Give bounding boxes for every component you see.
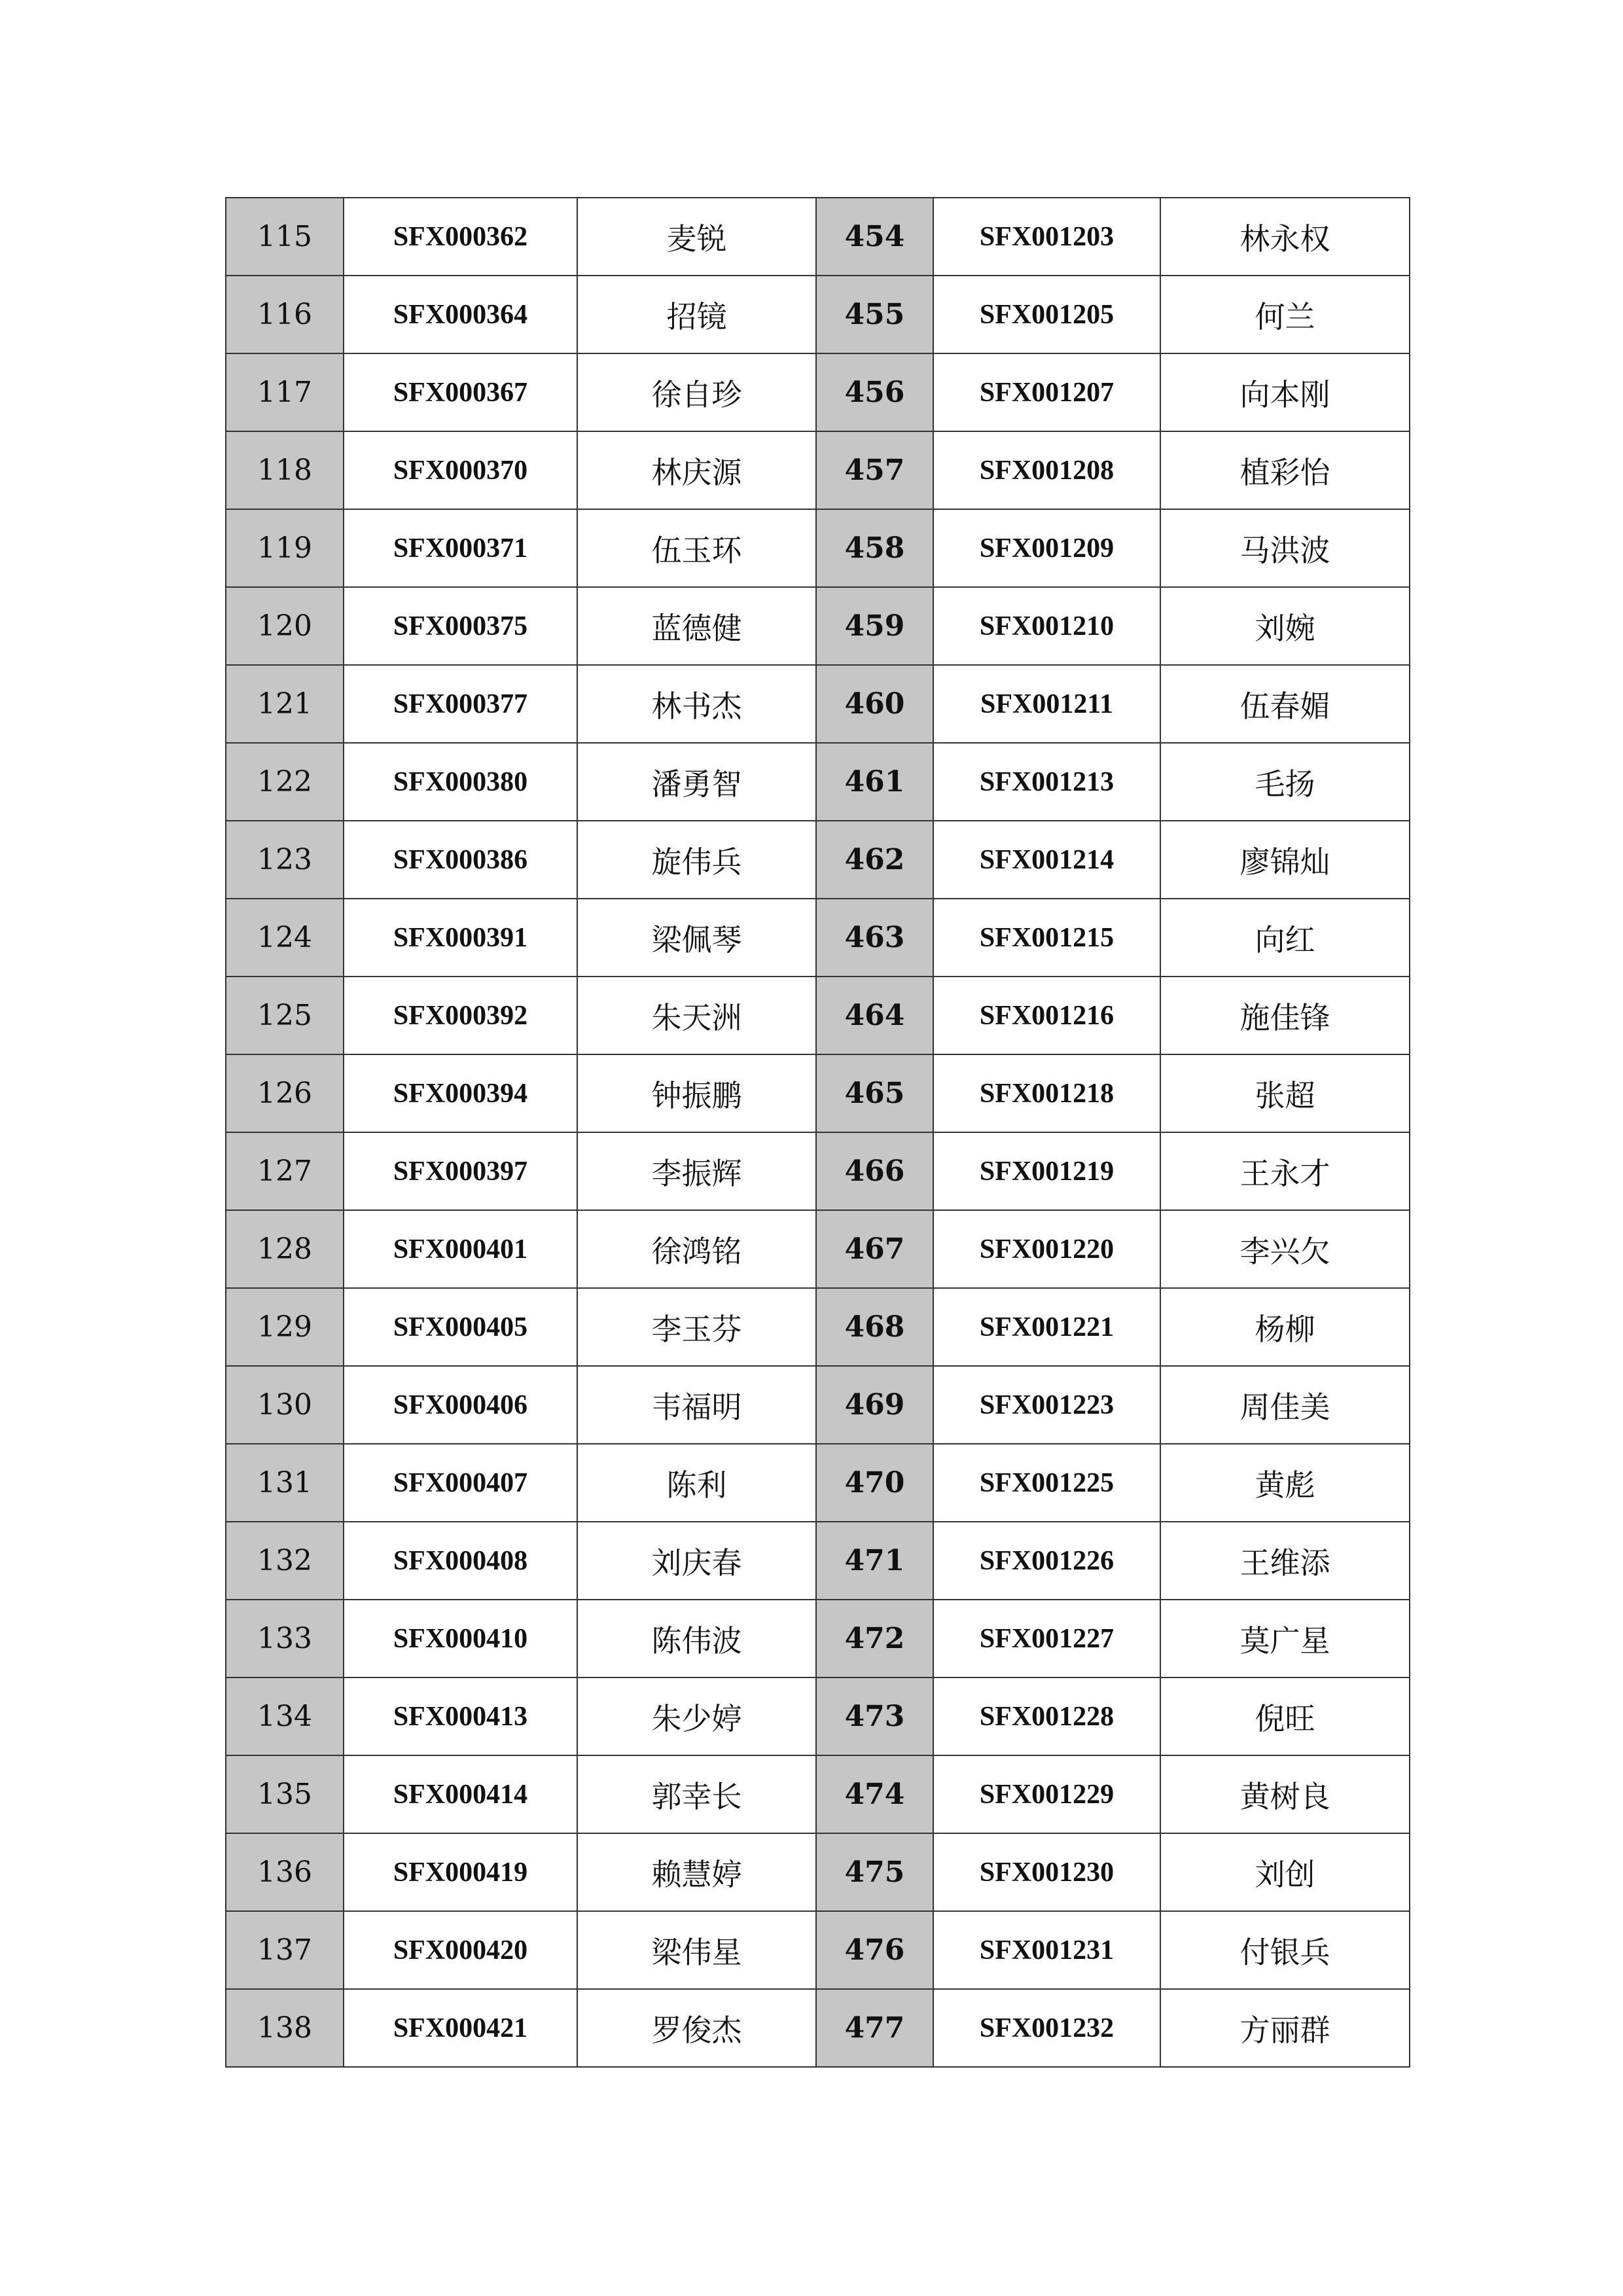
member-name-right: 向本刚 [1160, 353, 1410, 431]
member-code-right: SFX001230 [933, 1833, 1160, 1911]
table-row [226, 1911, 1410, 1989]
table-row [226, 1444, 1410, 1522]
member-name-left: 徐鸿铭 [577, 1210, 816, 1288]
row-number-right: 464 [816, 977, 933, 1054]
row-number-left: 123 [226, 821, 344, 899]
member-name-left: 潘勇智 [577, 743, 816, 821]
table-row [226, 1600, 1410, 1677]
member-code-right: SFX001207 [933, 353, 1160, 431]
member-code-right: SFX001232 [933, 1989, 1160, 2067]
member-name-right: 黄树良 [1160, 1755, 1410, 1833]
member-name-right: 何兰 [1160, 276, 1410, 353]
member-name-left: 赖慧婷 [577, 1833, 816, 1911]
member-name-left: 伍玉环 [577, 509, 816, 587]
member-name-left: 陈利 [577, 1444, 816, 1522]
row-number-right: 471 [816, 1522, 933, 1600]
row-number-left: 116 [226, 276, 344, 353]
member-code-right: SFX001203 [933, 198, 1160, 276]
member-name-right: 毛扬 [1160, 743, 1410, 821]
row-number-left: 117 [226, 353, 344, 431]
member-name-right: 刘婉 [1160, 587, 1410, 665]
member-code-left: SFX000394 [344, 1054, 577, 1132]
table-row [226, 1210, 1410, 1288]
row-number-left: 127 [226, 1132, 344, 1210]
table-row [226, 1132, 1410, 1210]
member-name-right: 施佳锋 [1160, 977, 1410, 1054]
row-number-right: 460 [816, 665, 933, 743]
row-number-left: 126 [226, 1054, 344, 1132]
row-number-right: 458 [816, 509, 933, 587]
member-name-left: 朱少婷 [577, 1677, 816, 1755]
member-name-left: 郭幸长 [577, 1755, 816, 1833]
member-name-left: 招镜 [577, 276, 816, 353]
member-code-left: SFX000364 [344, 276, 577, 353]
member-code-right: SFX001214 [933, 821, 1160, 899]
member-code-right: SFX001216 [933, 977, 1160, 1054]
member-code-right: SFX001229 [933, 1755, 1160, 1833]
member-name-left: 李振辉 [577, 1132, 816, 1210]
table-row [226, 431, 1410, 509]
member-code-right: SFX001210 [933, 587, 1160, 665]
member-name-left: 林庆源 [577, 431, 816, 509]
member-code-right: SFX001231 [933, 1911, 1160, 1989]
row-number-left: 115 [226, 198, 344, 276]
row-number-right: 467 [816, 1210, 933, 1288]
member-name-right: 周佳美 [1160, 1366, 1410, 1444]
member-code-right: SFX001205 [933, 276, 1160, 353]
row-number-right: 461 [816, 743, 933, 821]
member-code-left: SFX000421 [344, 1989, 577, 2067]
member-code-left: SFX000397 [344, 1132, 577, 1210]
table-row [226, 198, 1410, 276]
member-code-left: SFX000405 [344, 1288, 577, 1366]
row-number-right: 470 [816, 1444, 933, 1522]
table-row [226, 1989, 1410, 2067]
row-number-left: 120 [226, 587, 344, 665]
member-name-left: 韦福明 [577, 1366, 816, 1444]
member-code-left: SFX000406 [344, 1366, 577, 1444]
member-code-right: SFX001223 [933, 1366, 1160, 1444]
row-number-right: 468 [816, 1288, 933, 1366]
table-row [226, 509, 1410, 587]
table-row [226, 899, 1410, 977]
table-row [226, 1522, 1410, 1600]
member-name-right: 植彩怡 [1160, 431, 1410, 509]
row-number-right: 459 [816, 587, 933, 665]
member-code-left: SFX000386 [344, 821, 577, 899]
member-code-left: SFX000420 [344, 1911, 577, 1989]
table-row [226, 1755, 1410, 1833]
row-number-right: 469 [816, 1366, 933, 1444]
row-number-left: 137 [226, 1911, 344, 1989]
member-code-right: SFX001219 [933, 1132, 1160, 1210]
member-name-right: 王维添 [1160, 1522, 1410, 1600]
member-name-right: 黄彪 [1160, 1444, 1410, 1522]
row-number-right: 474 [816, 1755, 933, 1833]
row-number-right: 454 [816, 198, 933, 276]
row-number-left: 134 [226, 1677, 344, 1755]
member-name-right: 方丽群 [1160, 1989, 1410, 2067]
member-code-left: SFX000371 [344, 509, 577, 587]
row-number-left: 135 [226, 1755, 344, 1833]
row-number-left: 124 [226, 899, 344, 977]
row-number-left: 133 [226, 1600, 344, 1677]
table-row [226, 743, 1410, 821]
member-code-left: SFX000367 [344, 353, 577, 431]
member-code-right: SFX001227 [933, 1600, 1160, 1677]
row-number-left: 121 [226, 665, 344, 743]
row-number-right: 456 [816, 353, 933, 431]
table-row [226, 1833, 1410, 1911]
row-number-left: 129 [226, 1288, 344, 1366]
member-name-left: 梁伟星 [577, 1911, 816, 1989]
member-name-right: 付银兵 [1160, 1911, 1410, 1989]
row-number-right: 476 [816, 1911, 933, 1989]
member-name-right: 杨柳 [1160, 1288, 1410, 1366]
member-name-left: 林书杰 [577, 665, 816, 743]
member-name-right: 倪旺 [1160, 1677, 1410, 1755]
member-code-right: SFX001218 [933, 1054, 1160, 1132]
member-code-left: SFX000419 [344, 1833, 577, 1911]
row-number-left: 130 [226, 1366, 344, 1444]
member-code-right: SFX001225 [933, 1444, 1160, 1522]
member-name-left: 朱天洲 [577, 977, 816, 1054]
member-name-left: 旋伟兵 [577, 821, 816, 899]
member-name-right: 李兴欠 [1160, 1210, 1410, 1288]
member-code-left: SFX000407 [344, 1444, 577, 1522]
row-number-left: 132 [226, 1522, 344, 1600]
member-code-right: SFX001211 [933, 665, 1160, 743]
row-number-right: 472 [816, 1600, 933, 1677]
member-code-left: SFX000362 [344, 198, 577, 276]
member-code-right: SFX001220 [933, 1210, 1160, 1288]
member-name-right: 马洪波 [1160, 509, 1410, 587]
table-row [226, 1366, 1410, 1444]
row-number-right: 465 [816, 1054, 933, 1132]
member-name-left: 蓝德健 [577, 587, 816, 665]
member-code-left: SFX000410 [344, 1600, 577, 1677]
member-name-left: 罗俊杰 [577, 1989, 816, 2067]
row-number-left: 119 [226, 509, 344, 587]
row-number-right: 463 [816, 899, 933, 977]
row-number-right: 466 [816, 1132, 933, 1210]
row-number-left: 125 [226, 977, 344, 1054]
row-number-right: 477 [816, 1989, 933, 2067]
row-number-right: 462 [816, 821, 933, 899]
member-name-left: 陈伟波 [577, 1600, 816, 1677]
table-row [226, 665, 1410, 743]
member-code-left: SFX000370 [344, 431, 577, 509]
table-row [226, 276, 1410, 353]
table-row [226, 1054, 1410, 1132]
roster-body [226, 198, 1410, 2067]
member-code-right: SFX001226 [933, 1522, 1160, 1600]
member-name-left: 梁佩琴 [577, 899, 816, 977]
member-code-right: SFX001228 [933, 1677, 1160, 1755]
row-number-left: 128 [226, 1210, 344, 1288]
row-number-left: 118 [226, 431, 344, 509]
member-name-right: 王永才 [1160, 1132, 1410, 1210]
table-row [226, 353, 1410, 431]
member-name-left: 刘庆春 [577, 1522, 816, 1600]
member-code-left: SFX000413 [344, 1677, 577, 1755]
member-code-left: SFX000401 [344, 1210, 577, 1288]
member-name-left: 李玉芬 [577, 1288, 816, 1366]
member-name-right: 向红 [1160, 899, 1410, 977]
member-name-left: 徐自珍 [577, 353, 816, 431]
table-row [226, 977, 1410, 1054]
member-code-left: SFX000408 [344, 1522, 577, 1600]
row-number-left: 122 [226, 743, 344, 821]
member-code-left: SFX000392 [344, 977, 577, 1054]
table-row [226, 1288, 1410, 1366]
row-number-left: 131 [226, 1444, 344, 1522]
member-name-right: 廖锦灿 [1160, 821, 1410, 899]
row-number-left: 138 [226, 1989, 344, 2067]
member-code-left: SFX000375 [344, 587, 577, 665]
member-code-right: SFX001221 [933, 1288, 1160, 1366]
member-name-left: 钟振鹏 [577, 1054, 816, 1132]
roster-table [225, 197, 1410, 2068]
member-code-right: SFX001213 [933, 743, 1160, 821]
row-number-right: 457 [816, 431, 933, 509]
member-name-right: 伍春媚 [1160, 665, 1410, 743]
table-row [226, 821, 1410, 899]
member-code-left: SFX000377 [344, 665, 577, 743]
row-number-right: 475 [816, 1833, 933, 1911]
member-name-left: 麦锐 [577, 198, 816, 276]
table-row [226, 587, 1410, 665]
member-name-right: 张超 [1160, 1054, 1410, 1132]
row-number-right: 473 [816, 1677, 933, 1755]
member-code-left: SFX000380 [344, 743, 577, 821]
member-name-right: 莫广星 [1160, 1600, 1410, 1677]
member-code-right: SFX001209 [933, 509, 1160, 587]
member-name-right: 刘创 [1160, 1833, 1410, 1911]
member-code-right: SFX001208 [933, 431, 1160, 509]
row-number-left: 136 [226, 1833, 344, 1911]
table-row [226, 1677, 1410, 1755]
member-code-left: SFX000391 [344, 899, 577, 977]
member-name-right: 林永权 [1160, 198, 1410, 276]
row-number-right: 455 [816, 276, 933, 353]
member-code-right: SFX001215 [933, 899, 1160, 977]
member-code-left: SFX000414 [344, 1755, 577, 1833]
